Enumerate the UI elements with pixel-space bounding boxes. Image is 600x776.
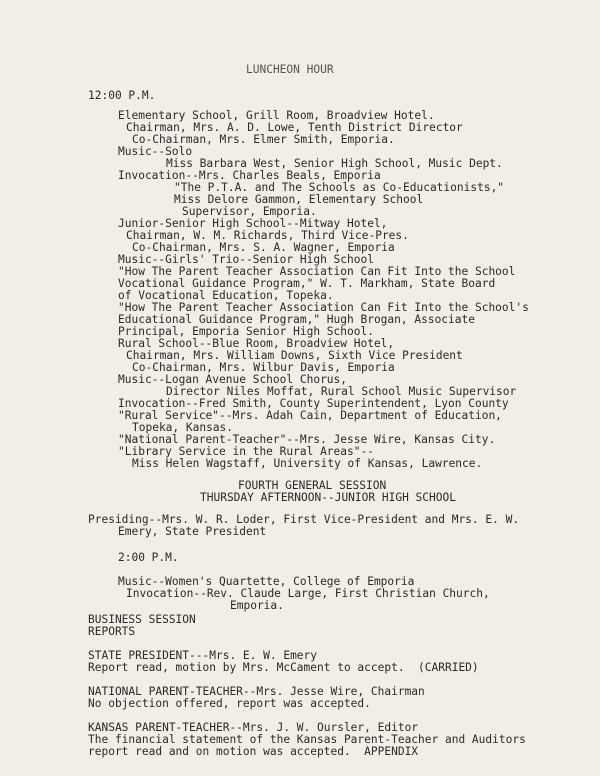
report-line: NATIONAL PARENT-TEACHER--Mrs. Jesse Wire, Chairman [88, 685, 425, 698]
report-line: Report read, motion by Mrs. McCament to accept. (CARRIED) [88, 661, 479, 674]
report-line: The financial statement of the Kansas Parent-Teacher and Auditors [88, 733, 526, 746]
report-line: KANSAS PARENT-TEACHER--Mrs. J. W. Oursler, Editor [88, 721, 419, 734]
luncheon-heading: LUNCHEON HOUR [246, 63, 334, 76]
program-line: Miss Barbara West, Senior High School, Music Dept. [166, 157, 503, 170]
program-line: Junior-Senior High School--Mitway Hotel, [118, 217, 388, 230]
program-line: Chairman, Mrs. William Downs, Sixth Vice President [126, 349, 463, 362]
program-line: Invocation--Fred Smith, County Superintendent, Lyon County [118, 397, 509, 410]
afternoon-line: Invocation--Rev. Claude Large, First Christian Church, [126, 587, 490, 600]
program-line: "Rural Service"--Mrs. Adah Cain, Department of Education, [118, 409, 502, 422]
program-line: Music--Girls' Trio--Senior High School [118, 253, 374, 266]
time-afternoon: 2:00 P.M. [118, 551, 179, 564]
afternoon-line: Music--Women's Quartette, College of Emporia [118, 575, 415, 588]
report-line: report read and on motion was accepted. APPENDIX [88, 745, 419, 758]
program-line: Vocational Guidance Program," W. T. Markham, State Board [118, 277, 496, 290]
program-line: Music--Logan Avenue School Chorus, [118, 373, 348, 386]
program-line: "Library Service in the Rural Areas"-- [118, 445, 374, 458]
program-line: Principal, Emporia Senior High School. [118, 325, 374, 338]
session-subtitle: THURSDAY AFTERNOON--JUNIOR HIGH SCHOOL [200, 491, 456, 504]
program-line: Chairman, W. M. Richards, Third Vice-Pres. [126, 229, 409, 242]
program-line: "How The Parent Teacher Association Can Fit Into the School's [118, 301, 529, 314]
program-line: Elementary School, Grill Room, Broadview Hotel. [118, 109, 435, 122]
reports-heading: REPORTS [88, 625, 136, 638]
program-line: of Vocational Education, Topeka. [118, 289, 334, 302]
program-line: Miss Helen Wagstaff, University of Kansas, Lawrence. [132, 457, 483, 470]
report-line: STATE PRESIDENT---Mrs. E. W. Emery [88, 649, 318, 662]
program-line: Co-Chairman, Mrs. S. A. Wagner, Emporia [132, 241, 395, 254]
business-session-heading: BUSINESS SESSION [88, 613, 196, 626]
presiding-line: Emery, State President [118, 525, 267, 538]
program-line: Chairman, Mrs. A. D. Lowe, Tenth District Director [126, 121, 463, 134]
session-title: FOURTH GENERAL SESSION [238, 479, 387, 492]
afternoon-line: Emporia. [230, 599, 284, 612]
program-line: Supervisor, Emporia. [182, 205, 317, 218]
program-line: Topeka, Kansas. [132, 421, 234, 434]
program-line: Invocation--Mrs. Charles Beals, Emporia [118, 169, 381, 182]
program-line: Educational Guidance Program," Hugh Brogan, Associate [118, 313, 475, 326]
program-line: Miss Delore Gammon, Elementary School [174, 193, 424, 206]
program-line: "How The Parent Teacher Association Can Fit Into the School [118, 265, 516, 278]
report-line: No objection offered, report was accepted. [88, 697, 371, 710]
time-noon: 12:00 P.M. [88, 89, 156, 102]
program-line: Music--Solo [118, 145, 193, 158]
program-line: Rural School--Blue Room, Broadview Hotel, [118, 337, 395, 350]
program-line: Co-Chairman, Mrs. Elmer Smith, Emporia. [132, 133, 395, 146]
program-line: "National Parent-Teacher"--Mrs. Jesse Wire, Kansas City. [118, 433, 496, 446]
program-line: Co-Chairman, Mrs. Wilbur Davis, Emporia [132, 361, 395, 374]
program-line: Director Niles Moffat, Rural School Music Supervisor [166, 385, 517, 398]
program-line: "The P.T.A. and The Schools as Co-Educationists," [174, 181, 505, 194]
presiding-line: Presiding--Mrs. W. R. Loder, First Vice-President and Mrs. E. W. [88, 513, 520, 526]
